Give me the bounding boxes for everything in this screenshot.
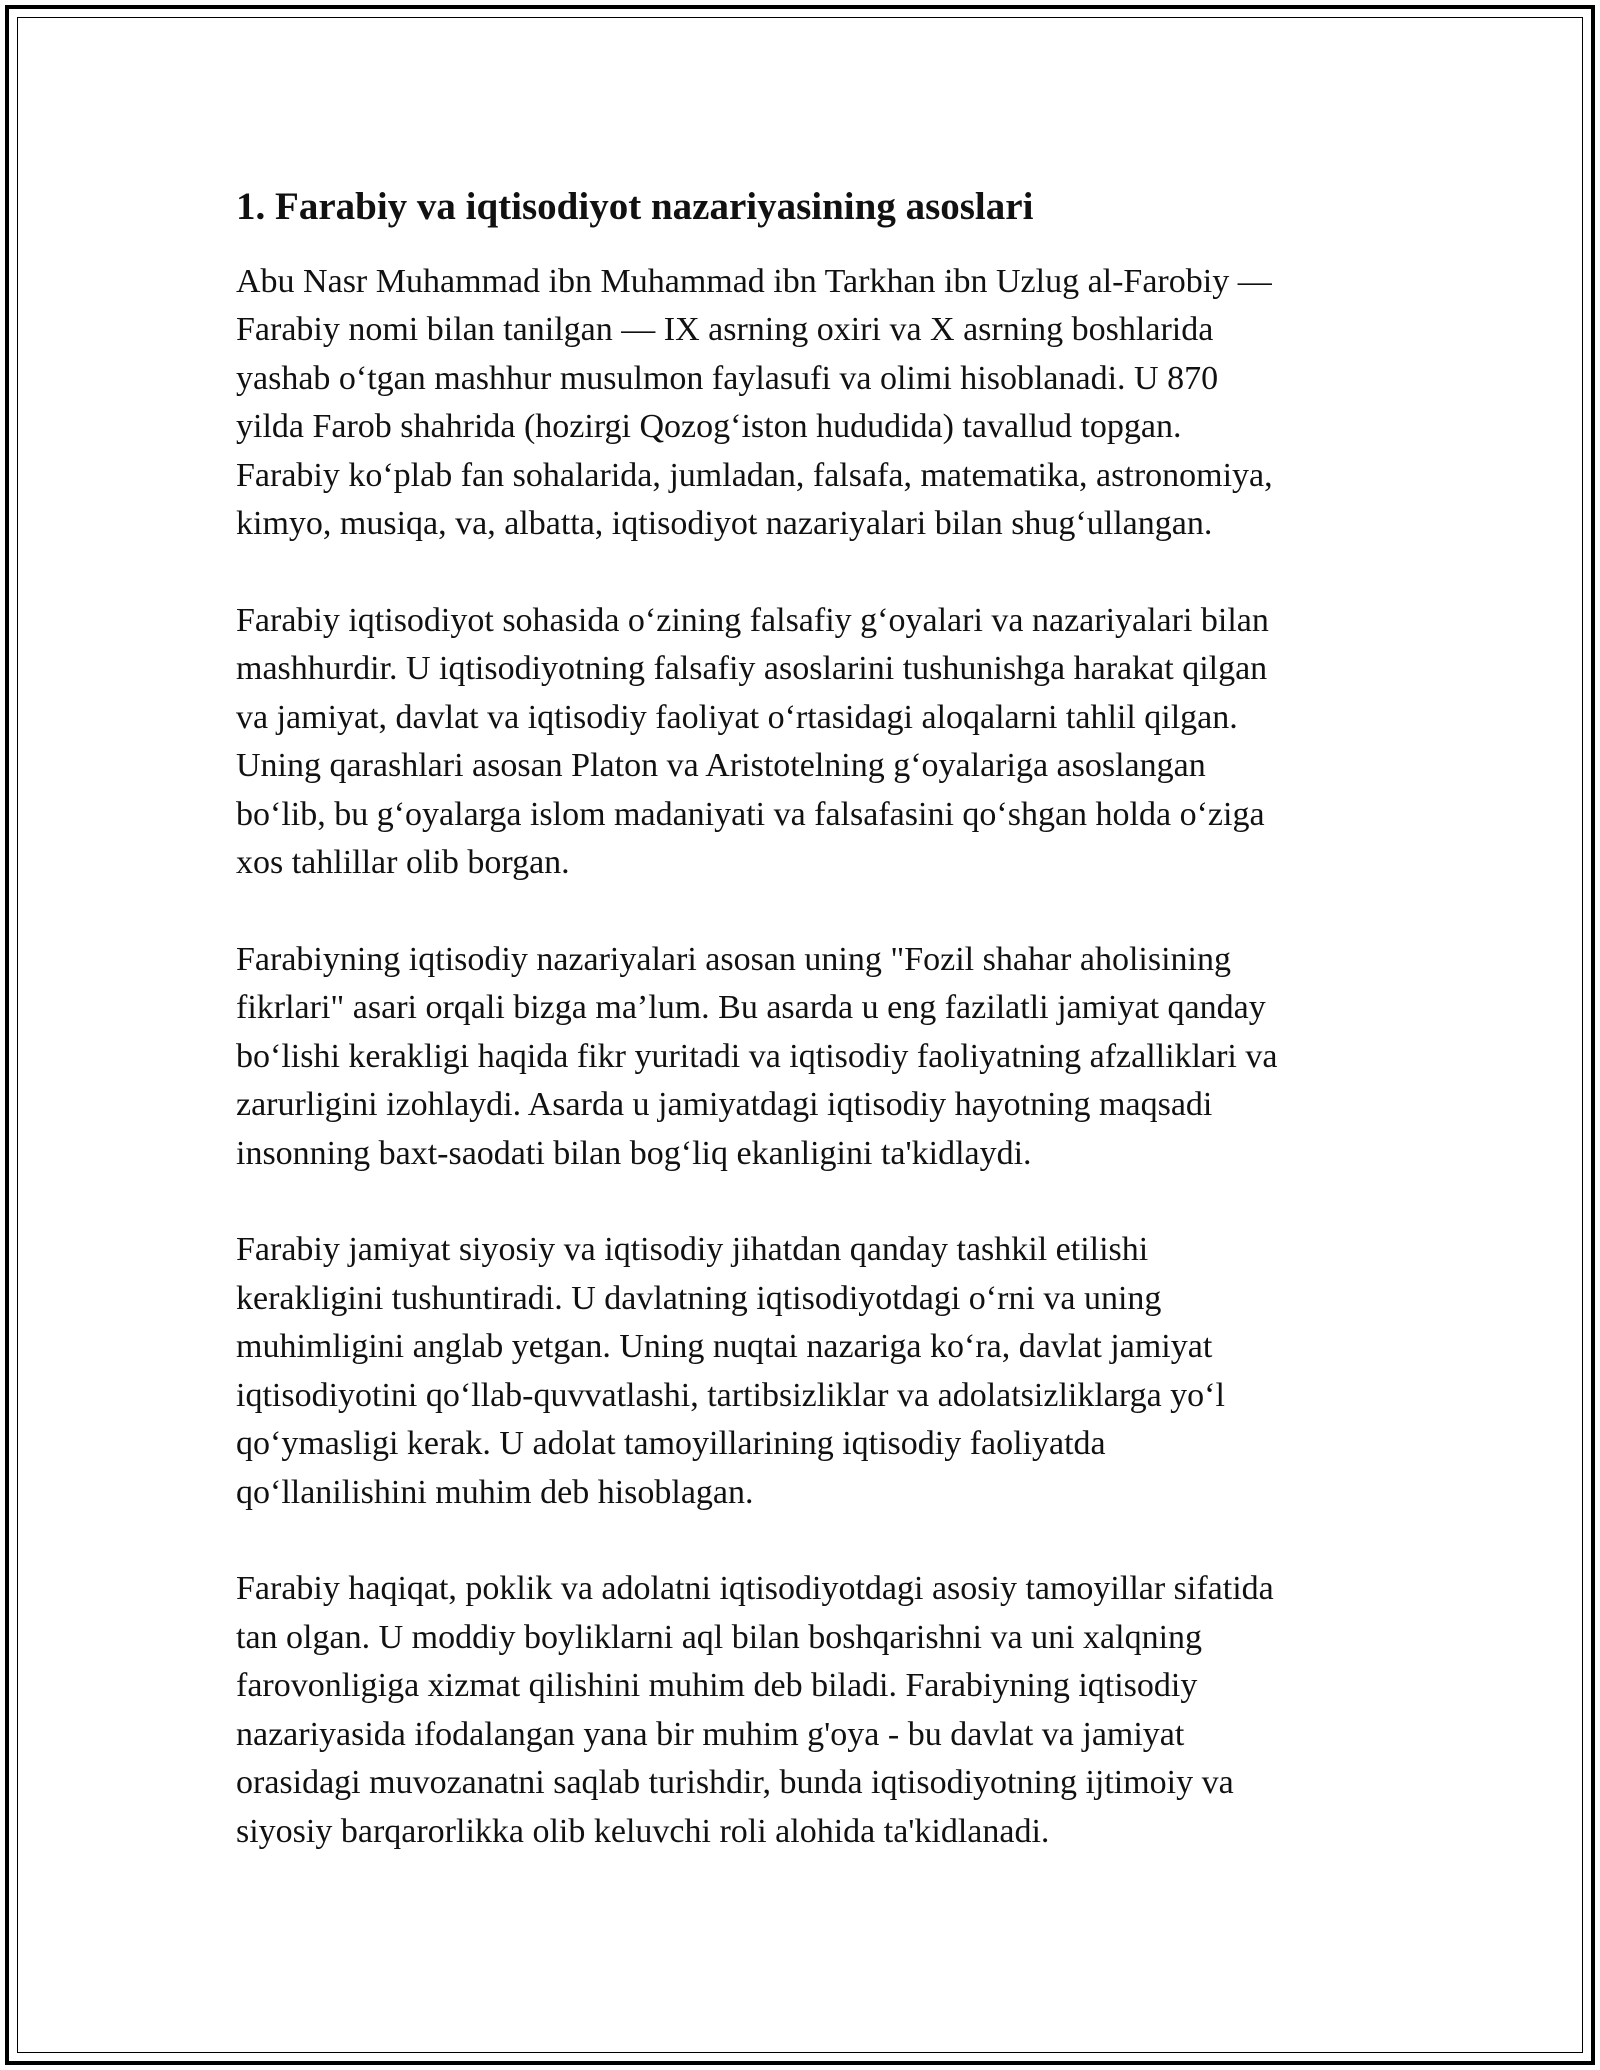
paragraph-4: Farabiy jamiyat siyosiy va iqtisodiy jihatdan qanday tashkil etilishi kerakligini tushuntiradi. U davlatning iqtisodiyotdagi o‘rni va uning muhimligini anglab yetgan. Uning nuqtai nazariga ko‘ra, davlat jamiyat iqtisodiyotini qo‘llab-quvvatlashi, tartibsizliklar va adolatsizliklarga yo‘l qo‘ymasligi kerak. U adolat tamoyillarining iqtisodiy faoliyatda qo‘llanilishini muhim deb hisoblagan.	[236, 1231, 1225, 1511]
paragraph-1: Abu Nasr Muhammad ibn Muhammad ibn Tarkhan ibn Uzlug al-Farobiy — Farabiy nomi bilan tanilgan — IX asrning oxiri va X asrning boshlarida yashab o‘tgan mashhur musulmon faylasufi va olimi hisoblanadi. U 870 yilda Farob shahrida (hozirgi Qozog‘iston hududida) tavallud topgan. Farabiy ko‘plab fan sohalarida, jumladan, falsafa, matematika, astronomiya, kimyo, musiqa, va, albatta, iqtisodiyot nazariyalari bilan shug‘ullangan.	[236, 262, 1273, 543]
document-body	[236, 183, 1366, 1904]
paragraph-2: Farabiy iqtisodiyot sohasida o‘zining falsafiy g‘oyalari va nazariyalari bilan mashhurdir. U iqtisodiyotning falsafiy asoslarini tushunishga harakat qilgan va jamiyat, davlat va iqtisodiy faoliyat o‘rtasidagi aloqalarni tahlil qilgan. Uning qarashlari asosan Platon va Aristotelning g‘oyalariga asoslangan bo‘lib, bu g‘oyalarga islom madaniyati va falsafasini qo‘shgan holda o‘ziga xos tahlillar olib borgan.	[236, 601, 1269, 882]
paragraph-5: Farabiy haqiqat, poklik va adolatni iqtisodiyotdagi asosiy tamoyillar sifatida tan olgan. U moddiy boyliklarni aql bilan boshqarishni va uni xalqning farovonligiga xizmat qilishini muhim deb biladi. Farabiyning iqtisodiy nazariyasida ifodalangan yana bir muhim g'oya - bu davlat va jamiyat orasidagi muvozanatni saqlab turishdir, bunda iqtisodiyotning ijtimoiy va siyosiy barqarorlikka olib keluvchi roli alohida ta'kidlanadi.	[236, 1570, 1274, 1850]
section-heading: 1. Farabiy va iqtisodiyot nazariyasining asoslari	[236, 185, 1034, 228]
paragraph-3: Farabiyning iqtisodiy nazariyalari asosan uning "Fozil shahar aholisining fikrlari" asari orqali bizga ma’lum. Bu asarda u eng fazilatli jamiyat qanday bo‘lishi kerakligi haqida fikr yuritadi va iqtisodiy faoliyatning afzalliklari va zarurligini izohlaydi. Asarda u jamiyatdagi iqtisodiy hayotning maqsadi insonning baxt-saodati bilan bog‘liq ekanligini ta'kidlaydi.	[236, 940, 1278, 1172]
